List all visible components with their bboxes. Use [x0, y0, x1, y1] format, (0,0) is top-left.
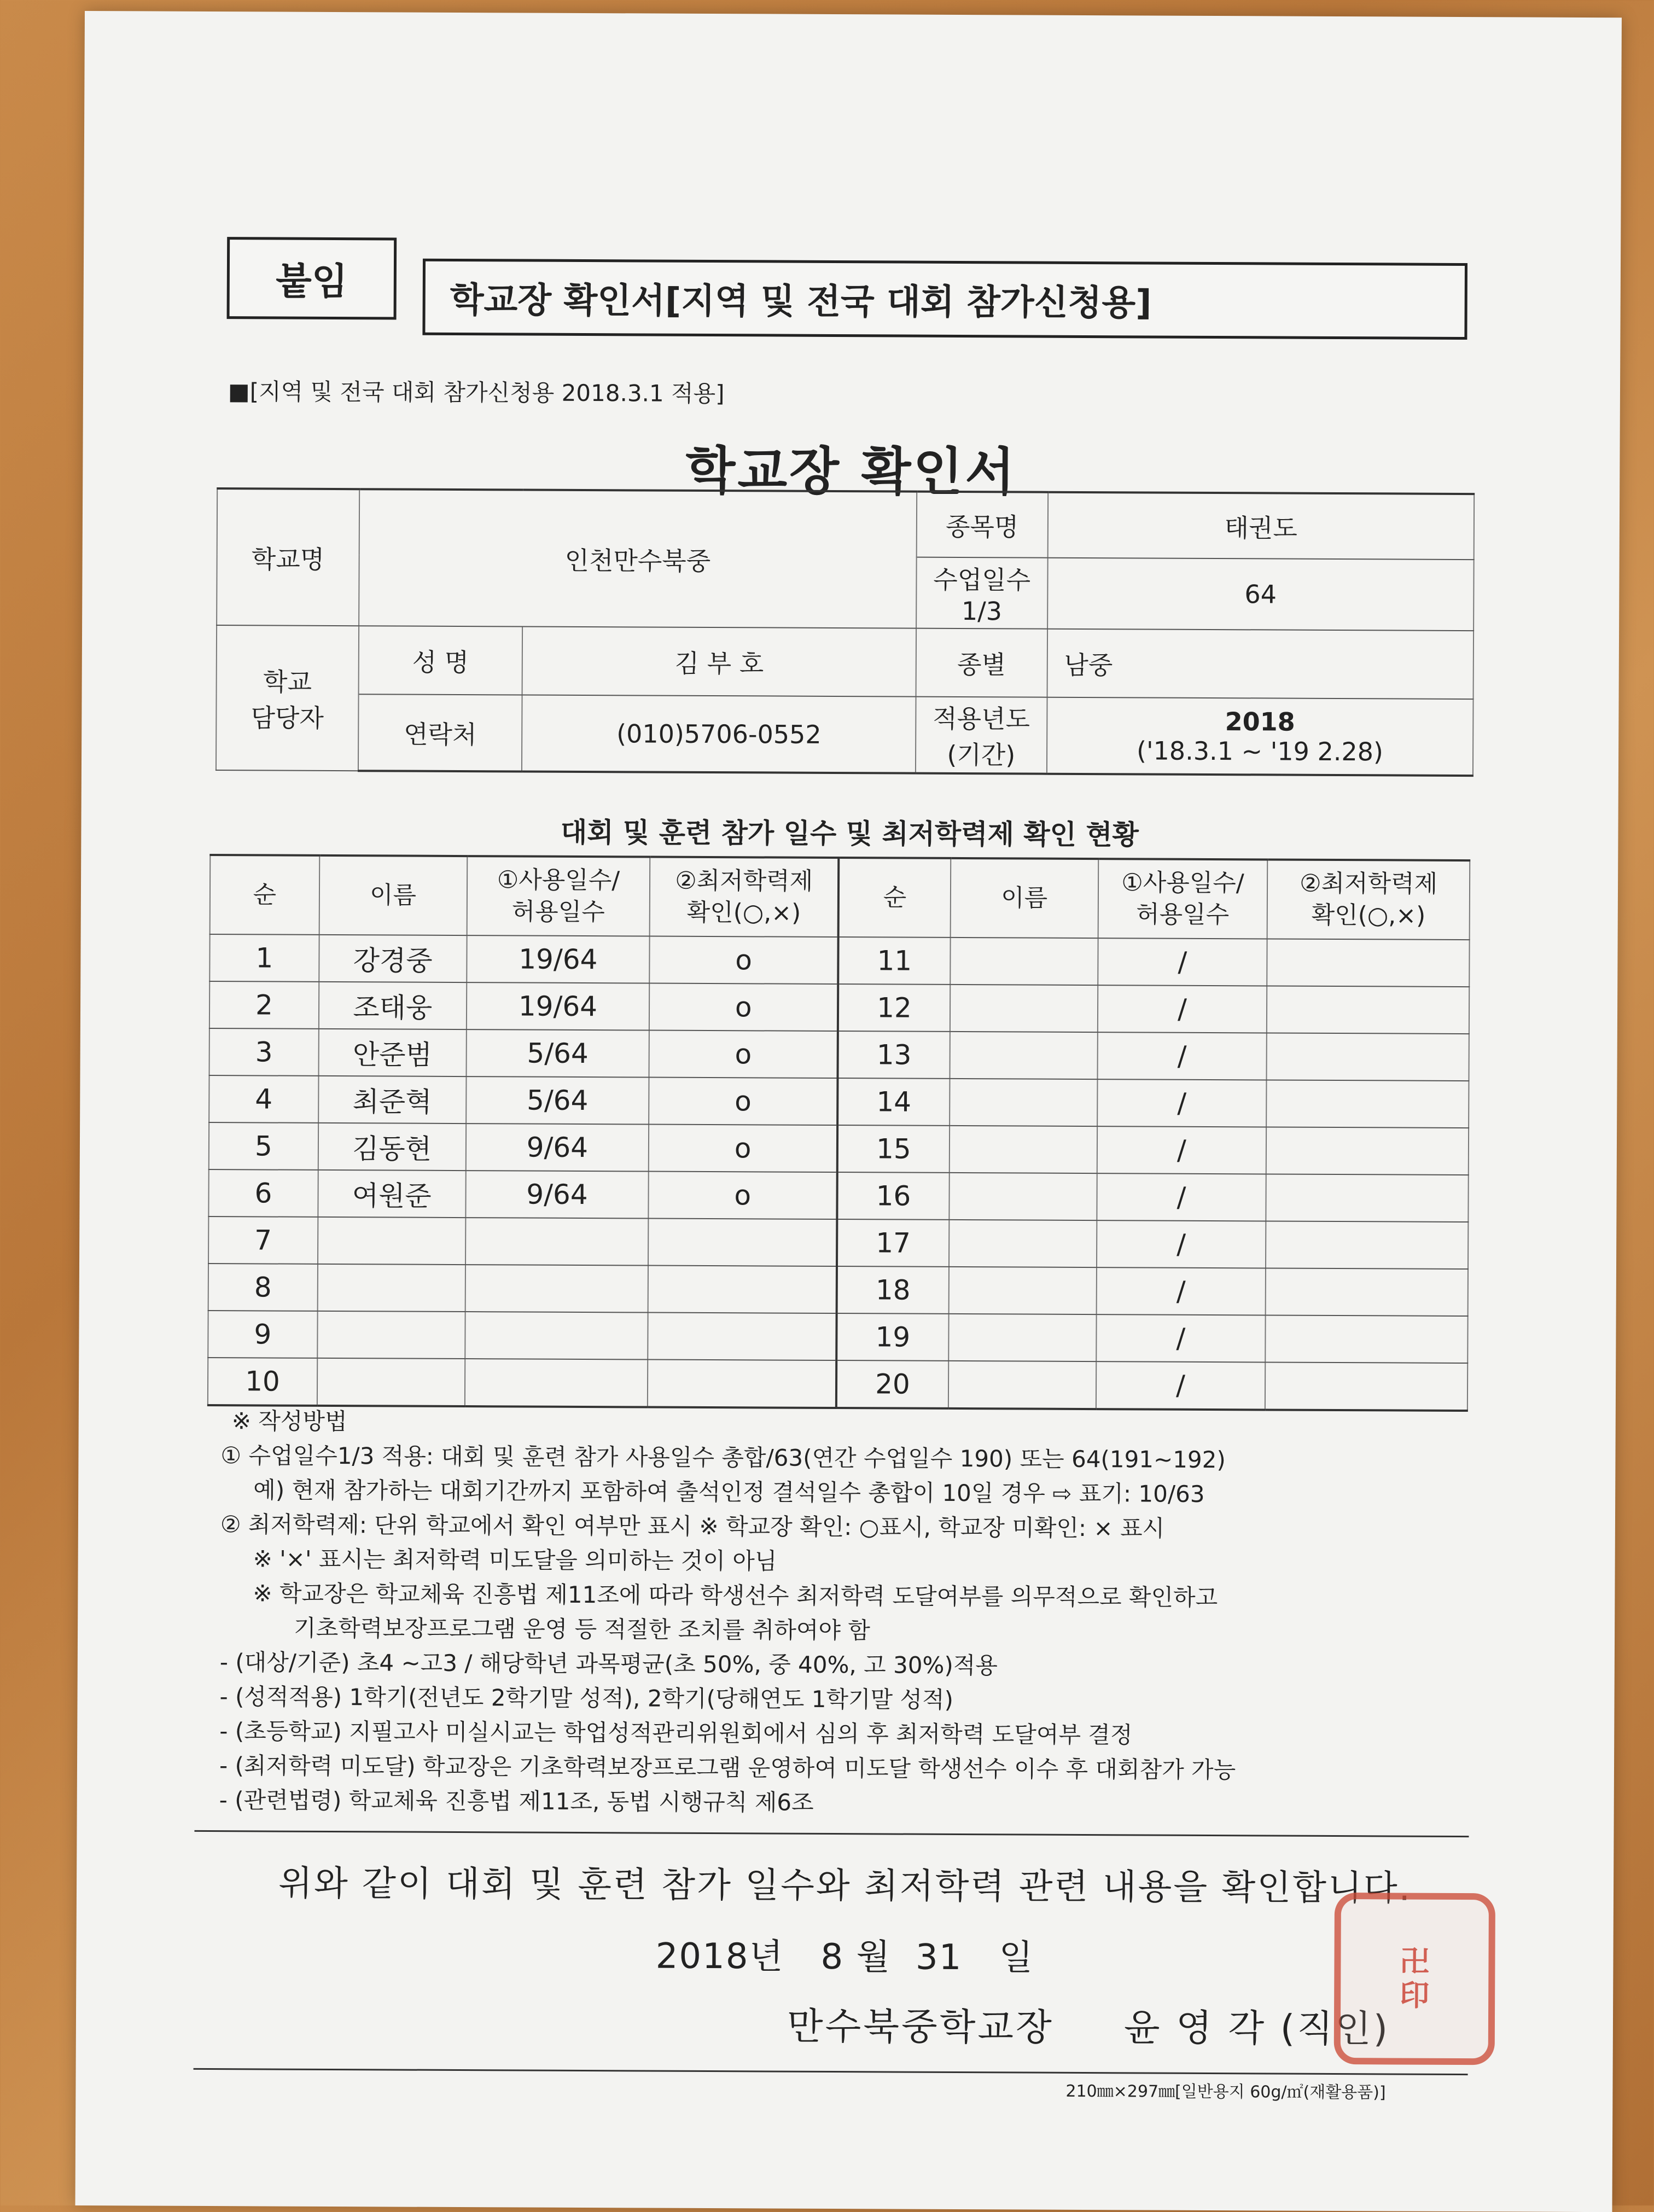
note-line: ※ 학교장은 학교체육 진흥법 제11조에 따라 학생선수 최저학력 도달여부를 의무적으로 확인하고	[253, 1580, 1218, 1611]
cell-no-right: 12	[838, 984, 950, 1032]
cell-no-left: 4	[209, 1075, 318, 1123]
cell-check-right	[1267, 939, 1470, 987]
note-line: - (성적적용) 1학기(전년도 2학기말 성적), 2학기(당해연도 1학기말 성적)	[219, 1683, 954, 1713]
note-line: - (대상/기준) 초4 ~고3 / 해당학년 과목평균(초 50%, 중 40%, 고 30%)적용	[219, 1649, 998, 1679]
cell-check-left: o	[649, 983, 838, 1032]
table-row	[209, 1075, 1469, 1128]
class-days-label-line1: 수업일수	[933, 564, 1031, 595]
section-title: 대회 및 훈련 참가 일수 및 최저학력제 확인 현황	[560, 816, 1139, 851]
note-line: ② 최저학력제: 단위 학교에서 확인 여부만 표시 ※ 학교장 확인: ○표시, 학교장 미확인: × 표시	[220, 1511, 1165, 1542]
year-period: ('18.3.1 ~ '19 2.28)	[1136, 735, 1383, 766]
cell-check-left	[648, 1219, 837, 1267]
cell-check-left: o	[649, 1125, 837, 1173]
cell-days-right: /	[1096, 1314, 1266, 1362]
cell-days-left	[465, 1312, 648, 1359]
cell-name-right	[950, 1079, 1097, 1126]
cell-days-right: /	[1098, 938, 1267, 986]
cell-no-left: 10	[208, 1358, 317, 1406]
participation-table	[207, 854, 1470, 1412]
cell-days-left: 19/64	[467, 935, 650, 983]
cell-no-right: 18	[837, 1266, 949, 1314]
cell-name-left	[317, 1311, 465, 1359]
class-days-label	[916, 557, 1047, 629]
confirmation-statement: 위와 같이 대회 및 훈련 참가 일수와 최저학력 관련 내용을 확인합니다.	[278, 1863, 1412, 1909]
manager-label-line2: 담당자	[251, 702, 324, 733]
cell-check-left	[648, 1313, 837, 1361]
note-line: ※ 작성방법	[231, 1407, 347, 1435]
cell-no-left: 1	[209, 934, 319, 982]
cell-no-right: 17	[837, 1219, 949, 1267]
cell-days-right: /	[1097, 1173, 1266, 1221]
manager-label	[216, 625, 359, 771]
attach-tag: 붙임	[227, 237, 397, 319]
cell-name-left	[318, 1217, 465, 1265]
cell-name-left: 김동현	[318, 1123, 466, 1171]
cell-name-right	[950, 938, 1098, 985]
cell-days-left	[464, 1359, 648, 1407]
note-line: - (초등학교) 지필고사 미실시교는 학업성적관리위원회에서 심의 후 최저학력 도달여부 결정	[219, 1718, 1133, 1749]
table-row	[209, 1028, 1469, 1081]
cell-no-left: 3	[209, 1028, 319, 1076]
cell-name-right	[950, 985, 1098, 1032]
school-name-label: 학교명	[217, 488, 359, 626]
cell-name-right	[949, 1220, 1097, 1267]
name-value: 김 부 호	[522, 627, 916, 697]
instructions	[219, 1404, 1479, 1823]
cell-name-left: 안준범	[318, 1029, 466, 1076]
applicability-note: ■[지역 및 전국 대회 참가신청용 2018.3.1 적용]	[228, 378, 725, 408]
note-line: - (관련법령) 학교체육 진흥법 제11조, 동법 시행규칙 제6조	[219, 1786, 814, 1816]
year-label-line1: 적용년도	[933, 703, 1030, 734]
table-row	[209, 981, 1469, 1034]
cell-no-left: 8	[208, 1264, 318, 1311]
cell-days-left: 19/64	[466, 982, 649, 1030]
table-row	[208, 1169, 1468, 1222]
name-label: 성 명	[358, 626, 522, 695]
col-check-left-line2: 확인(○,×)	[686, 898, 801, 927]
col-days-left-line1: ①사용일수/	[497, 866, 620, 895]
cell-no-right: 16	[837, 1172, 949, 1220]
table-row	[208, 1264, 1468, 1316]
category-value: 남중	[1047, 629, 1474, 699]
cell-days-left: 9/64	[465, 1171, 649, 1218]
divider	[194, 1830, 1469, 1837]
class-days-value: 64	[1047, 558, 1474, 631]
year-value-main: 2018	[1225, 706, 1295, 737]
cell-check-left: o	[649, 1172, 837, 1220]
cell-name-left: 최준혁	[318, 1076, 466, 1124]
cell-days-left: 5/64	[466, 1076, 649, 1124]
note-line: 기초학력보장프로그램 운영 등 적절한 조치를 취하여야 함	[293, 1614, 871, 1644]
cell-check-left: o	[650, 936, 838, 985]
cell-name-left: 조태웅	[319, 982, 467, 1029]
col-name-right: 이름	[950, 858, 1098, 938]
cell-check-left: o	[649, 1031, 838, 1079]
cell-no-right: 13	[838, 1031, 950, 1079]
cell-no-left: 9	[208, 1311, 317, 1358]
cell-days-left	[465, 1218, 649, 1265]
document-header-title: 학교장 확인서[지역 및 전국 대회 참가신청용]	[422, 259, 1467, 340]
note-line: 예) 현재 참가하는 대회기간까지 포함하여 출석인정 결석일수 총합이 10일 경우 ⇨ 표기: 10/63	[253, 1476, 1205, 1507]
cell-no-left: 6	[208, 1169, 318, 1217]
cell-check-right	[1266, 1127, 1469, 1175]
cell-no-right: 14	[837, 1078, 950, 1126]
cell-check-right	[1266, 1080, 1469, 1128]
document-page	[75, 11, 1621, 2212]
cell-check-right	[1266, 1315, 1468, 1363]
school-info-table	[216, 487, 1475, 777]
cell-days-right: /	[1096, 1361, 1265, 1410]
cell-name-left: 강경중	[319, 935, 467, 982]
cell-days-left: 5/64	[466, 1029, 649, 1077]
cell-check-right	[1266, 1268, 1468, 1316]
cell-no-left: 7	[208, 1216, 318, 1264]
manager-label-line1: 학교	[263, 666, 312, 697]
col-check-left-line1: ②최저학력제	[675, 866, 813, 895]
note-line: ※ '×' 표시는 최저학력 미도달을 의미하는 것이 아님	[253, 1545, 777, 1575]
table-row	[208, 1216, 1468, 1269]
sport-label: 종목명	[917, 492, 1048, 558]
cell-days-right: /	[1097, 1126, 1266, 1174]
col-check-left	[650, 857, 838, 938]
col-name-left: 이름	[319, 855, 467, 935]
table-header-row	[210, 855, 1470, 940]
document-date: 2018년 8 월 31 일	[655, 1936, 1034, 1978]
page-title: 학교장 확인서	[685, 441, 1017, 503]
cell-no-left: 5	[209, 1122, 318, 1170]
cell-days-left: 9/64	[465, 1124, 649, 1171]
cell-name-left	[317, 1264, 465, 1312]
cell-check-right	[1266, 1221, 1468, 1269]
category-label: 종별	[916, 628, 1047, 697]
cell-check-left	[648, 1360, 836, 1408]
cell-no-right: 20	[836, 1360, 948, 1408]
sport-value: 태권도	[1047, 492, 1474, 560]
cell-check-left: o	[649, 1078, 837, 1126]
year-label	[916, 697, 1047, 774]
col-days-left-line2: 허용일수	[511, 898, 605, 927]
cell-no-right: 19	[836, 1313, 948, 1361]
table-row	[209, 1122, 1469, 1175]
cell-name-left	[317, 1358, 465, 1406]
cell-name-right	[950, 1032, 1097, 1079]
cell-name-right	[949, 1173, 1097, 1220]
cell-days-right: /	[1097, 1032, 1267, 1080]
col-no-right: 순	[838, 858, 951, 938]
school-name-value: 인천만수북중	[359, 489, 917, 628]
cell-name-right	[950, 1126, 1097, 1173]
note-line: ① 수업일수1/3 적용: 대회 및 훈련 참가 사용일수 총합/63(연간 수업일수 190) 또는 64(191~192)	[220, 1442, 1226, 1474]
cell-no-right: 11	[838, 937, 950, 985]
col-days-right-line1: ①사용일수/	[1121, 869, 1244, 898]
table-row	[208, 1311, 1467, 1363]
contact-label: 연락처	[358, 694, 522, 771]
contact-value: (010)5706-0552	[522, 695, 916, 773]
cell-no-right: 15	[837, 1125, 950, 1173]
cell-check-right	[1267, 1033, 1469, 1081]
cell-name-right	[948, 1361, 1096, 1409]
note-line: - (최저학력 미도달) 학교장은 기초학력보장프로그램 운영하여 미도달 학생선수 이수 후 대회참가 가능	[219, 1752, 1236, 1784]
cell-check-right	[1266, 1174, 1469, 1222]
col-days-right-line2: 허용일수	[1136, 900, 1230, 929]
class-days-label-line2: 1/3	[961, 596, 1003, 626]
cell-name-right	[948, 1267, 1096, 1314]
col-days-left	[467, 856, 650, 936]
cell-check-right	[1267, 986, 1469, 1034]
cell-check-left	[648, 1266, 837, 1314]
table-row	[208, 1358, 1467, 1411]
col-check-right-line2: 확인(○,×)	[1311, 901, 1426, 930]
col-check-right-line1: ②최저학력제	[1300, 869, 1438, 898]
cell-days-right: /	[1097, 985, 1267, 1033]
col-no-left: 순	[210, 855, 319, 935]
table-row	[209, 934, 1469, 987]
official-seal-icon	[1334, 1893, 1495, 2065]
divider	[194, 2068, 1468, 2075]
col-check-right	[1267, 859, 1470, 940]
cell-no-left: 2	[209, 981, 319, 1029]
cell-days-right: /	[1097, 1079, 1267, 1127]
year-value	[1047, 697, 1474, 776]
cell-days-left	[465, 1265, 648, 1312]
cell-name-right	[948, 1314, 1096, 1361]
paper-spec-footer: 210㎜×297㎜[일반용지 60g/㎡(재활용품)]	[1065, 2081, 1386, 2103]
cell-days-right: /	[1097, 1220, 1266, 1268]
principal-signature: 만수북중학교장 윤 영 각 (직인)	[787, 2005, 1390, 2051]
year-label-line2: (기간)	[947, 740, 1016, 770]
cell-days-right: /	[1096, 1267, 1266, 1315]
cell-name-left: 여원준	[318, 1170, 465, 1218]
seal-glyph: 卍 印	[1400, 1944, 1430, 2013]
col-days-right	[1098, 859, 1267, 939]
cell-check-right	[1265, 1362, 1467, 1411]
